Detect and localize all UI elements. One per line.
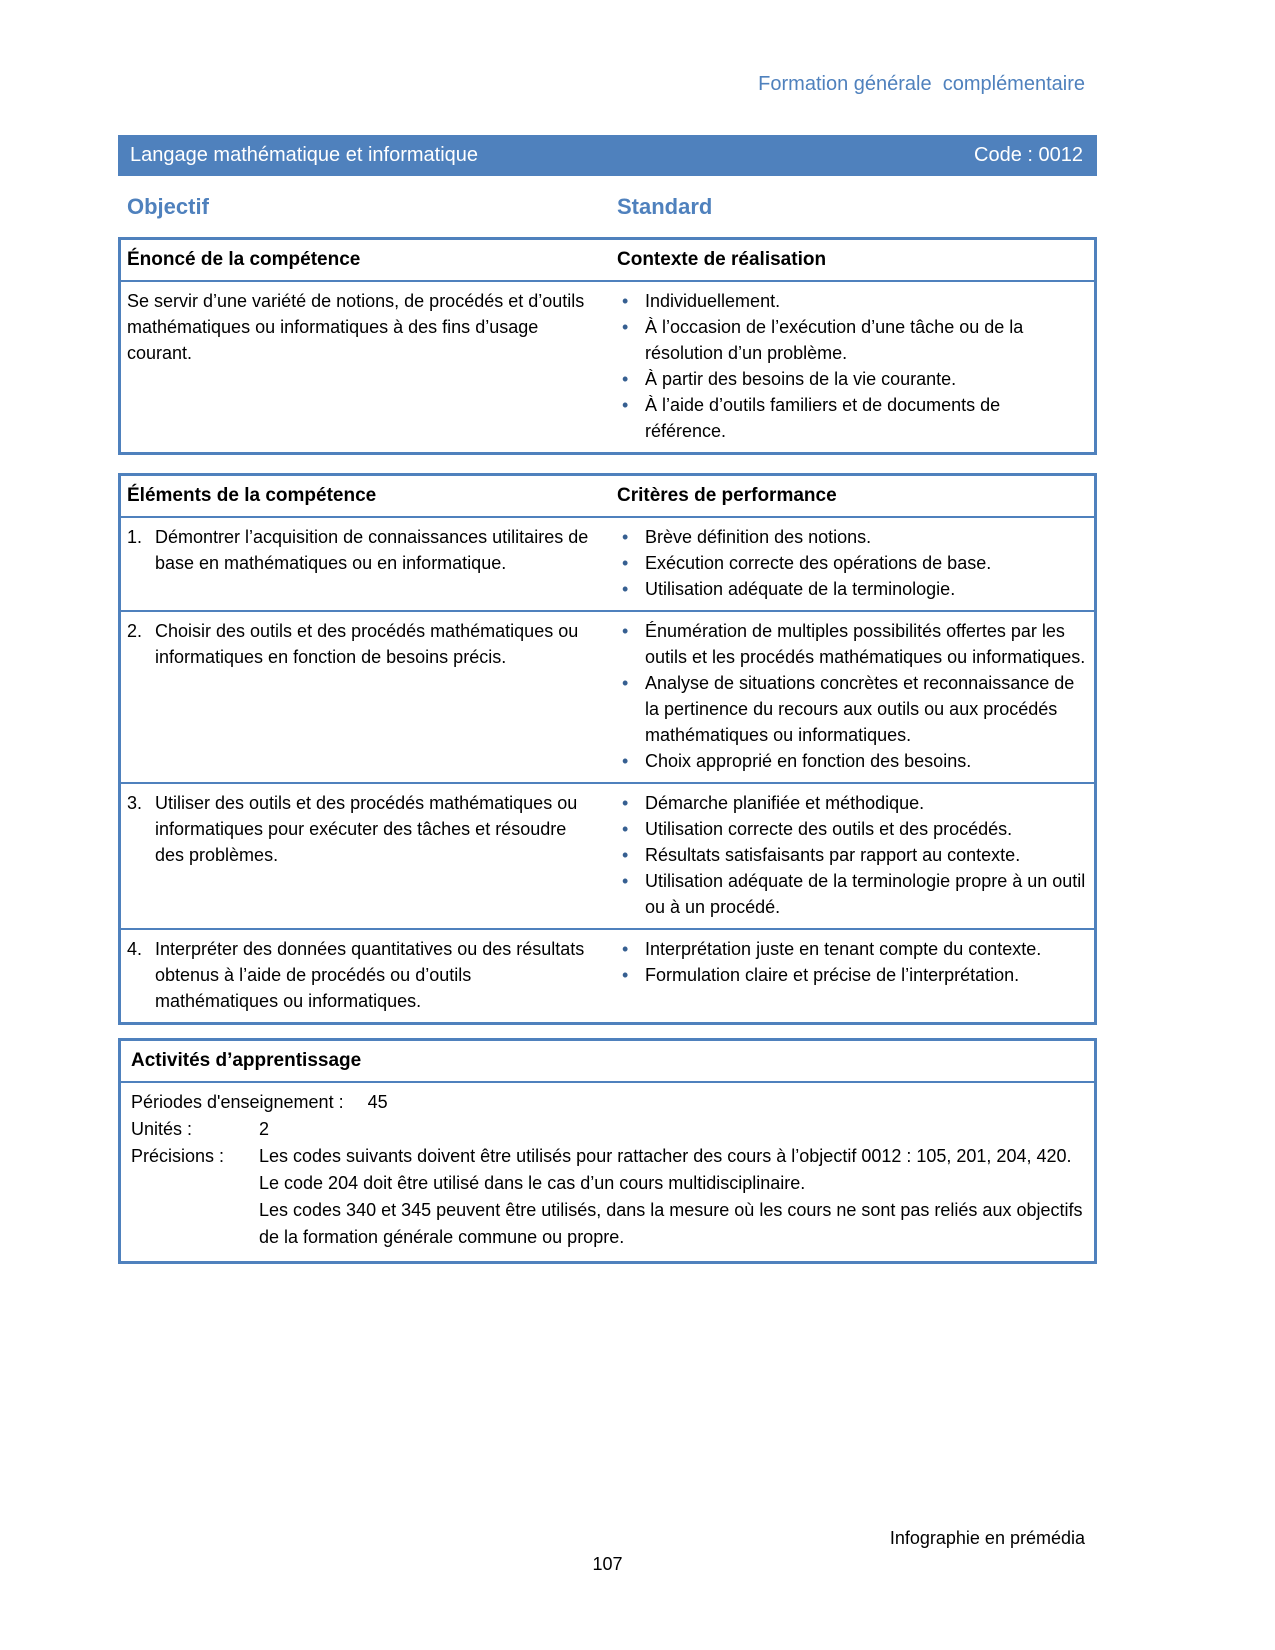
context-bullet-list: [617, 288, 1086, 444]
element-item: [121, 612, 617, 782]
elements-table: [118, 473, 1097, 1025]
competence-header-right: Contexte de réalisation: [617, 249, 827, 270]
competence-body-row: [121, 280, 1094, 452]
elements-table-header-row: [121, 476, 1094, 516]
heading-objectif: Objectif: [127, 194, 209, 219]
activities-label: Périodes d'enseignement :: [131, 1092, 344, 1112]
criteria-cell: [617, 518, 1094, 610]
activities-header: Activités d’apprentissage: [121, 1041, 1094, 1083]
element-number: 3.: [127, 793, 143, 813]
activities-row-unites: [131, 1116, 1084, 1143]
criteria-bullet: • Exécution correcte des opérations de base.: [617, 550, 1086, 576]
element-number: 1.: [127, 527, 143, 547]
criteria-bullet: • Utilisation adéquate de la terminologie.: [617, 576, 1086, 602]
activities-value: 2: [259, 1119, 270, 1139]
elements-header-left: Éléments de la compétence: [127, 485, 377, 506]
element-row-2: [121, 610, 1094, 782]
activities-label: Unités :: [131, 1119, 193, 1139]
activities-table: [118, 1038, 1097, 1264]
criteria-bullet: • Analyse de situations concrètes et reconnaissance de la pertinence du recours aux outils ou aux procédés mathématiques ou informatiques.: [617, 670, 1086, 748]
element-item: [121, 784, 617, 928]
precisions-paragraph: Les codes suivants doivent être utilisés pour rattacher des cours à l’objectif 0012 : 105, 201, 204, 420.: [259, 1146, 1072, 1166]
criteria-bullet: • Brève définition des notions.: [617, 524, 1086, 550]
course-code: Code : 0012: [974, 144, 1083, 166]
activities-body: [121, 1083, 1094, 1261]
element-text: Choisir des outils et des procédés mathématiques ou informatiques en fonction de besoins précis.: [155, 621, 579, 667]
competence-context-cell: [617, 282, 1094, 452]
criteria-bullet: • Énumération de multiples possibilités offertes par les outils et les procédés mathématiques ou informatiques.: [617, 618, 1086, 670]
context-bullet: • À l’occasion de l’exécution d’une tâche ou de la résolution d’un problème.: [617, 314, 1086, 366]
criteria-cell: [617, 784, 1094, 928]
criteria-bullet-list: [617, 936, 1086, 988]
context-bullet: • Individuellement.: [617, 288, 1086, 314]
footer-program-name: Infographie en prémédia: [889, 1528, 1085, 1548]
page-number: 107: [592, 1554, 623, 1574]
criteria-bullet-list: [617, 524, 1086, 602]
element-item: [121, 518, 617, 610]
criteria-bullet: • Formulation claire et précise de l’interprétation.: [617, 962, 1086, 988]
precisions-paragraph: Le code 204 doit être utilisé dans le cas d’un cours multidisciplinaire.: [259, 1173, 806, 1193]
criteria-cell: [617, 612, 1094, 782]
activities-value: 45: [367, 1092, 388, 1112]
page-content: [118, 0, 1097, 1264]
context-bullet: • À l’aide d’outils familiers et de documents de référence.: [617, 392, 1086, 444]
criteria-bullet-list: [617, 618, 1086, 774]
precisions-paragraph: Les codes 340 et 345 peuvent être utilisés, dans la mesure où les cours ne sont pas reliés aux objectifs de la formation générale commune ou propre.: [259, 1200, 1083, 1247]
competence-header-left: Énoncé de la compétence: [127, 249, 361, 270]
criteria-bullet: • Résultats satisfaisants par rapport au contexte.: [617, 842, 1086, 868]
element-number: 4.: [127, 939, 143, 959]
competence-table-header-row: [121, 240, 1094, 280]
element-number: 2.: [127, 621, 143, 641]
criteria-cell: [617, 930, 1094, 1022]
precisions-text: [259, 1143, 1084, 1251]
section-headings: [118, 193, 1097, 221]
element-text: Interpréter des données quantitatives ou des résultats obtenus à l’aide de procédés ou d’outils mathématiques ou informatiques.: [155, 939, 585, 1011]
heading-standard: Standard: [617, 194, 713, 219]
criteria-bullet: • Utilisation adéquate de la terminologie propre à un outil ou à un procédé.: [617, 868, 1086, 920]
criteria-bullet: • Utilisation correcte des outils et des procédés.: [617, 816, 1086, 842]
criteria-bullet: • Démarche planifiée et méthodique.: [617, 790, 1086, 816]
criteria-bullet: • Interprétation juste en tenant compte du contexte.: [617, 936, 1086, 962]
context-bullet: • À partir des besoins de la vie courante.: [617, 366, 1086, 392]
element-row-4: [121, 928, 1094, 1022]
element-row-1: [121, 516, 1094, 610]
element-text: Démontrer l’acquisition de connaissances utilitaires de base en mathématiques ou en informatique.: [155, 527, 589, 573]
competence-statement: Se servir d’une variété de notions, de procédés et d’outils mathématiques ou informatiques à des fins d’usage courant.: [127, 291, 585, 363]
activities-row-periodes: [131, 1089, 1084, 1116]
element-text: Utiliser des outils et des procédés mathématiques ou informatiques pour exécuter des tâches et résoudre des problèmes.: [155, 793, 578, 865]
running-header: Formation générale complémentaire: [758, 73, 1085, 95]
competence-table: [118, 237, 1097, 455]
criteria-bullet: • Choix approprié en fonction des besoins.: [617, 748, 1086, 774]
course-title: Langage mathématique et informatique: [130, 144, 479, 166]
element-row-3: [121, 782, 1094, 928]
elements-header-right: Critères de performance: [617, 485, 837, 506]
activities-label: Précisions :: [131, 1146, 225, 1166]
activities-row-precisions: [131, 1143, 1084, 1251]
element-item: [121, 930, 617, 1022]
title-bar: [118, 135, 1097, 176]
criteria-bullet-list: [617, 790, 1086, 920]
